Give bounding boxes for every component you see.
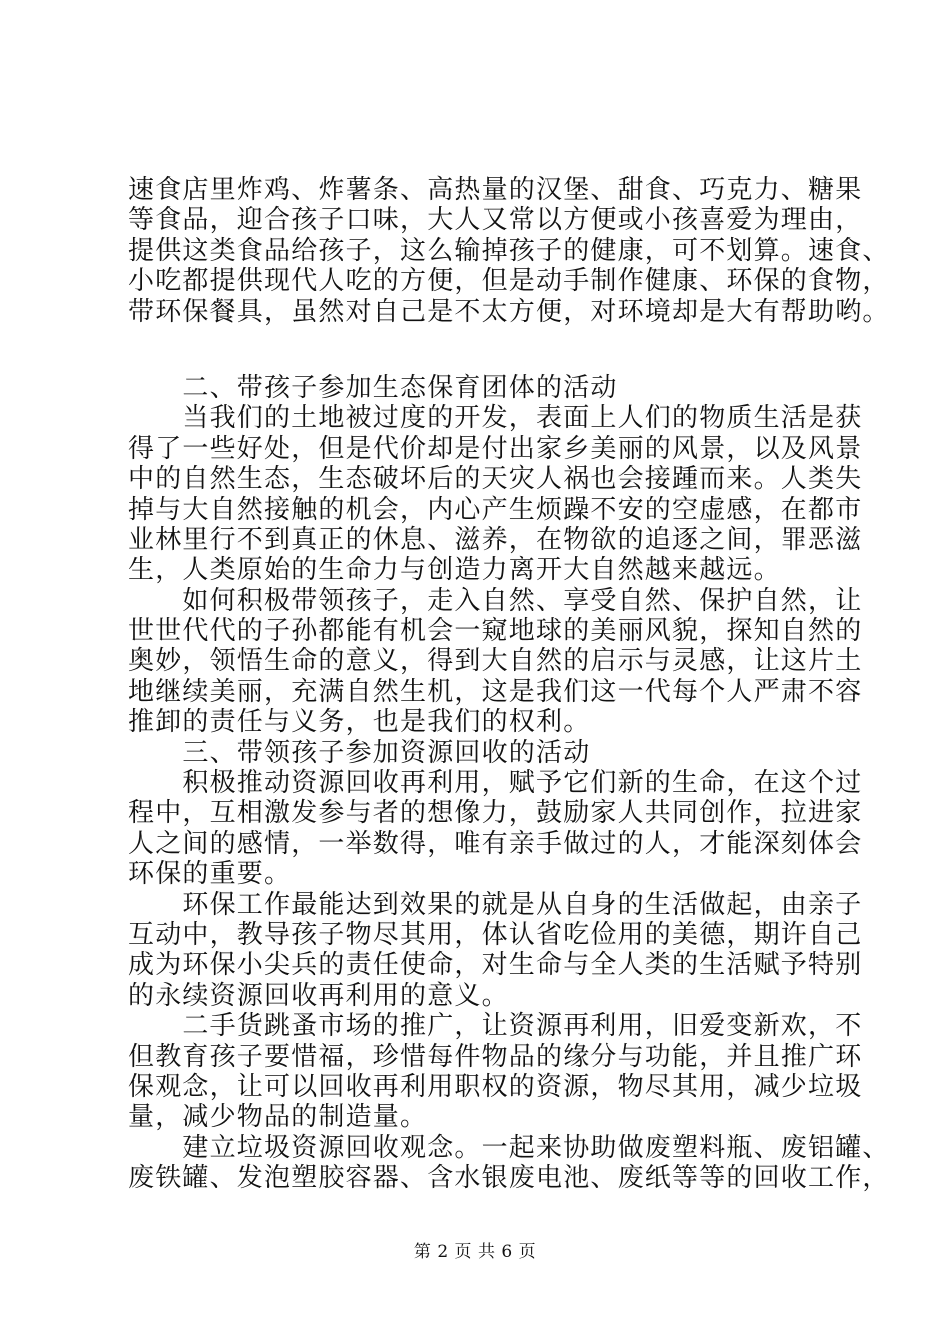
- text-line: 带环保餐具，虽然对自己是不太方便，对环境却是大有帮助哟。: [128, 296, 890, 327]
- text-line: 等食品，迎合孩子口味，大人又常以方便或小孩喜爱为理由，: [128, 205, 863, 236]
- text-line: 量，减少物品的制造量。: [128, 1102, 428, 1133]
- text-line: 二手货跳蚤市场的推广，让资源再利用，旧爱变新欢，不: [128, 1011, 863, 1042]
- text-line: 推卸的责任与义务，也是我们的权利。: [128, 707, 591, 738]
- section-heading: 二、带孩子参加生态保育团体的活动: [128, 372, 618, 403]
- text-line: 业林里行不到真正的休息、滋养，在物欲的追逐之间，罪恶滋: [128, 524, 863, 555]
- text-line: 奥妙，领悟生命的意义，得到大自然的启示与灵感，让这片土: [128, 646, 863, 677]
- text-line: 中的自然生态，生态破坏后的天灾人祸也会接踵而来。人类失: [128, 464, 863, 495]
- text-line: 环保的重要。: [128, 859, 292, 890]
- text-line: 当我们的土地被过度的开发，表面上人们的物质生活是获: [128, 403, 863, 434]
- text-line: 提供这类食品给孩子，这么输掉孩子的健康，可不划算。速食、: [128, 235, 890, 266]
- document-body: [128, 175, 890, 1194]
- text-line: 的永续资源回收再利用的意义。: [128, 980, 509, 1011]
- text-line: 世世代代的子孙都能有机会一窥地球的美丽风貌，探知自然的: [128, 616, 863, 647]
- text-line: 保观念，让可以回收再利用职权的资源，物尽其用，减少垃圾: [128, 1071, 863, 1102]
- text-line: 程中，互相激发参与者的想像力，鼓励家人共同创作，拉进家: [128, 798, 863, 829]
- text-line: 建立垃圾资源回收观念。一起来协助做废塑料瓶、废铝罐、: [128, 1132, 890, 1163]
- text-line: 速食店里炸鸡、炸薯条、高热量的汉堡、甜食、巧克力、糖果: [128, 175, 863, 205]
- text-line: 但教育孩子要惜福，珍惜每件物品的缘分与功能，并且推广环: [128, 1041, 863, 1072]
- text-line: 积极推动资源回收再利用，赋予它们新的生命，在这个过: [128, 768, 863, 799]
- text-line: 得了一些好处，但是代价却是付出家乡美丽的风景，以及风景: [128, 433, 863, 464]
- text-line: 人之间的感情，一举数得，唯有亲手做过的人，才能深刻体会: [128, 828, 863, 859]
- text-line: 环保工作最能达到效果的就是从自身的生活做起，由亲子: [128, 889, 863, 920]
- text-line: 互动中，教导孩子物尽其用，体认省吃俭用的美德，期许自己: [128, 919, 863, 950]
- text-line: 小吃都提供现代人吃的方便，但是动手制作健康、环保的食物，: [128, 266, 890, 297]
- paragraph-gap: [128, 327, 840, 373]
- text-line: 废铁罐、发泡塑胶容器、含水银废电池、废纸等等的回收工作，: [128, 1163, 890, 1194]
- text-line: 成为环保小尖兵的责任使命，对生命与全人类的生活赋予特别: [128, 950, 863, 981]
- text-line: 掉与大自然接触的机会，内心产生烦躁不安的空虚感，在都市: [128, 494, 863, 525]
- text-line: 如何积极带领孩子，走入自然、享受自然、保护自然，让: [128, 585, 863, 616]
- page-footer: 第 2 页 共 6 页: [413, 1242, 537, 1262]
- text-line: 生，人类原始的生命力与创造力离开大自然越来越远。: [128, 555, 781, 586]
- text-line: 地继续美丽，充满自然生机，这是我们这一代每个人严肃不容: [128, 676, 863, 707]
- section-heading: 三、带领孩子参加资源回收的活动: [128, 737, 591, 768]
